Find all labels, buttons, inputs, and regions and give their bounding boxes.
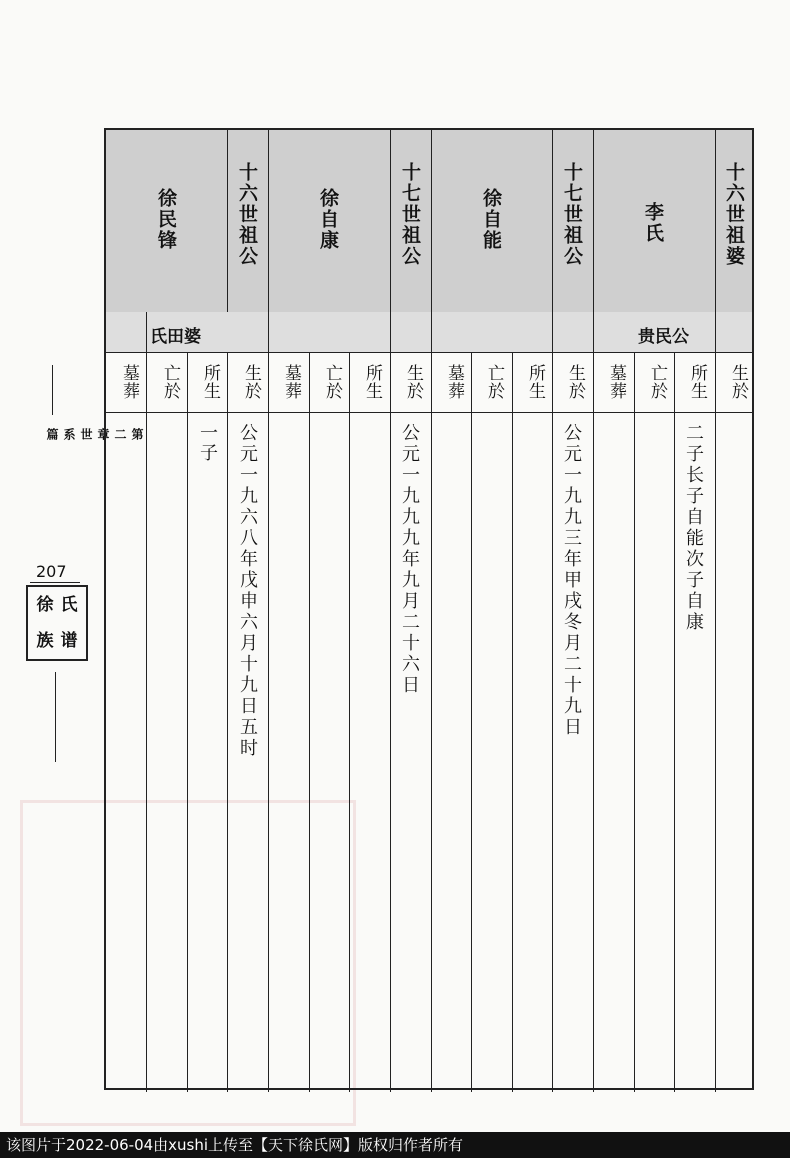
seal-char: 徐 bbox=[36, 594, 54, 615]
chapter-label: 第二章 世系篇 bbox=[45, 428, 144, 441]
upload-footer: 该图片于2022-06-04由xushi上传至【天下徐氏网】版权归作者所有 bbox=[0, 1132, 790, 1158]
person-name: 李氏 bbox=[642, 202, 664, 244]
field-label: 墓葬 bbox=[281, 364, 301, 400]
field-label: 生於 bbox=[403, 364, 423, 400]
generation-label: 十七世祖公 bbox=[399, 162, 421, 267]
field-value: 一子 bbox=[197, 423, 218, 463]
field-value: 二子长子自能次子自康 bbox=[683, 423, 704, 633]
col-divider bbox=[715, 130, 716, 1092]
col-divider bbox=[390, 130, 391, 1092]
field-label: 所生 bbox=[525, 364, 545, 400]
col-divider bbox=[309, 352, 310, 1092]
generation-label: 十六世祖公 bbox=[236, 162, 258, 267]
field-label: 亡於 bbox=[322, 364, 342, 400]
col-divider bbox=[512, 352, 513, 1092]
generation-label: 十七世祖公 bbox=[561, 162, 583, 267]
col-divider bbox=[227, 352, 228, 1092]
page-number: 207 bbox=[36, 562, 67, 581]
field-label: 墓葬 bbox=[444, 364, 464, 400]
generation-label: 十六世祖婆 bbox=[723, 162, 745, 267]
spouse-label: 氏田婆 bbox=[150, 327, 201, 347]
field-label: 生於 bbox=[565, 364, 585, 400]
col-divider bbox=[146, 312, 147, 1092]
col-divider bbox=[471, 352, 472, 1092]
seal-char: 族 bbox=[36, 630, 54, 651]
field-label: 所生 bbox=[200, 364, 220, 400]
seal-char: 谱 bbox=[60, 630, 78, 651]
col-divider bbox=[187, 352, 188, 1092]
seal-char: 氏 bbox=[60, 594, 78, 615]
field-label: 亡於 bbox=[647, 364, 667, 400]
field-label: 所生 bbox=[362, 364, 382, 400]
field-label: 生於 bbox=[241, 364, 261, 400]
field-label: 亡於 bbox=[484, 364, 504, 400]
person-name: 徐自能 bbox=[480, 188, 502, 251]
col-divider bbox=[552, 130, 553, 1092]
field-value: 公元一九六八年戊申六月十九日五时 bbox=[237, 423, 258, 759]
header-rule bbox=[106, 412, 752, 413]
person-name: 徐民锋 bbox=[155, 188, 177, 251]
margin-rule-mid bbox=[30, 582, 80, 583]
col-divider bbox=[349, 352, 350, 1092]
col-divider bbox=[593, 130, 594, 1092]
field-label: 生於 bbox=[728, 364, 748, 400]
field-label: 亡於 bbox=[160, 364, 180, 400]
col-divider bbox=[431, 130, 432, 1092]
col-divider bbox=[674, 352, 675, 1092]
person-name: 徐自康 bbox=[317, 188, 339, 251]
field-value: 公元一九九九年九月二十六日 bbox=[399, 423, 420, 696]
field-label: 墓葬 bbox=[119, 364, 139, 400]
field-value: 公元一九九三年甲戌冬月二十九日 bbox=[561, 423, 582, 738]
col-divider bbox=[227, 130, 228, 312]
genealogy-table bbox=[104, 128, 754, 1090]
col-divider bbox=[268, 130, 269, 1092]
col-divider bbox=[634, 352, 635, 1092]
field-label: 所生 bbox=[687, 364, 707, 400]
spouse-label: 贵民公 bbox=[638, 327, 689, 347]
family-seal bbox=[26, 585, 88, 661]
margin-rule-bottom bbox=[55, 672, 56, 762]
field-label: 墓葬 bbox=[606, 364, 626, 400]
margin-rule-top bbox=[52, 365, 53, 415]
